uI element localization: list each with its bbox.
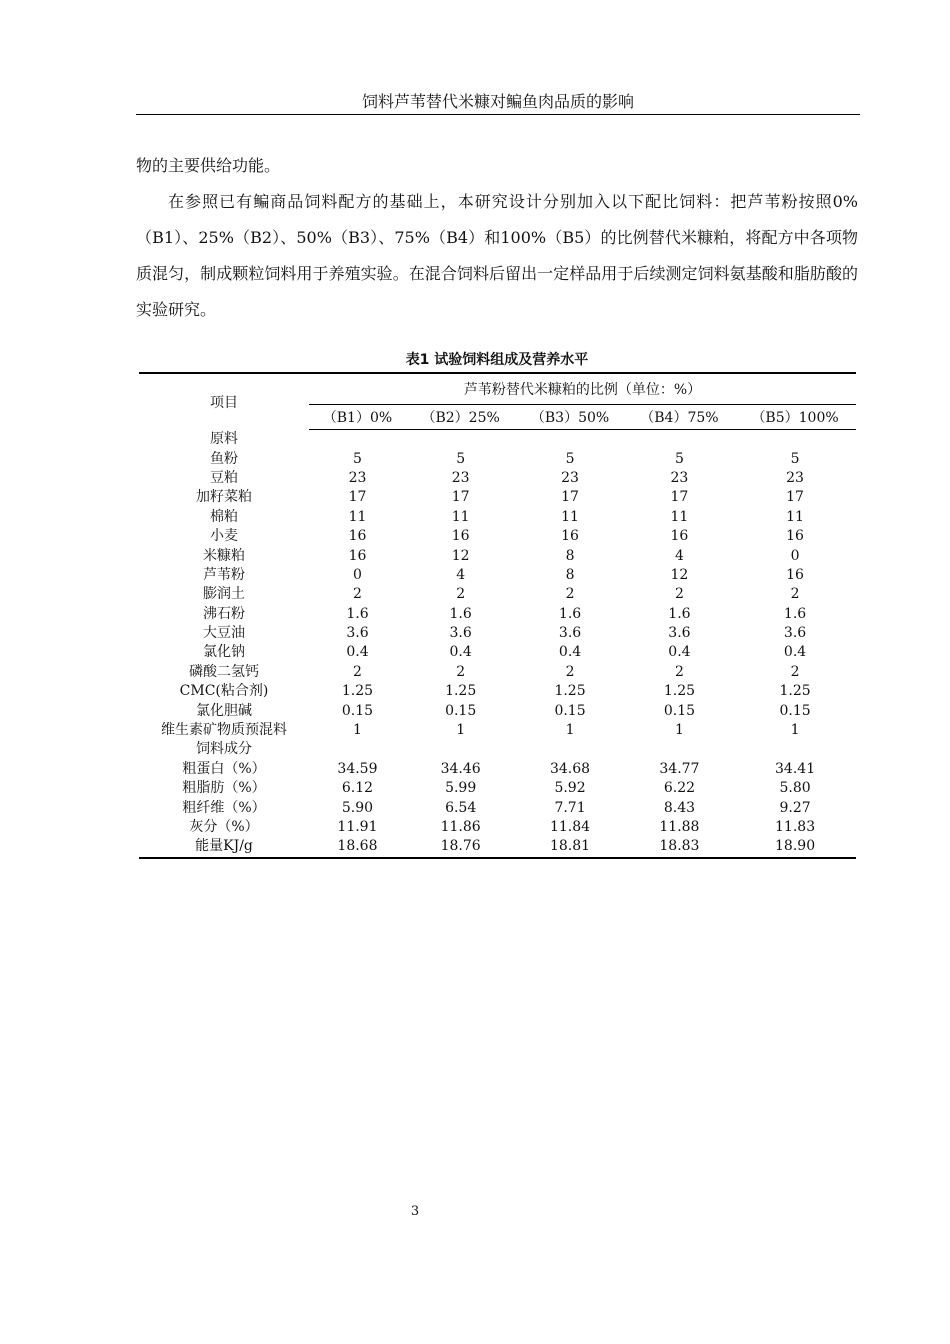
table-cell: 5 (674, 450, 684, 467)
table-cell: 17 (348, 489, 367, 506)
row-label: 氯化钠 (203, 644, 245, 661)
table-cell: 5.90 (341, 799, 374, 816)
table-cell: 11 (451, 508, 470, 525)
row-label: 氯化胆碱 (196, 702, 252, 719)
table-cell: 23 (786, 469, 804, 486)
column-header-3: （B3）50% (515, 405, 624, 430)
table-cell: 4 (674, 547, 684, 564)
table-row (139, 663, 856, 682)
table-cell (734, 430, 856, 450)
table-cell: 8.43 (663, 799, 696, 816)
row-label: 灰分（%） (189, 819, 259, 835)
table-cell: 16 (670, 528, 689, 545)
table-cell: 1.6 (558, 605, 582, 622)
table-cell: 11.91 (337, 819, 378, 835)
row-label: 膨润土 (203, 586, 245, 603)
table-cell: 16 (451, 528, 470, 545)
column-header-5: （B5）100% (734, 405, 856, 430)
table-cell: 5.92 (554, 780, 586, 797)
table-row (139, 488, 856, 507)
table-cell: 4 (456, 566, 466, 583)
table-row (139, 449, 856, 468)
table-cell: 16 (348, 528, 367, 545)
table-cell: 2 (674, 586, 684, 603)
row-label: 小麦 (210, 528, 238, 545)
row-label: 沸石粉 (203, 605, 245, 622)
row-label: 原料 (210, 430, 238, 447)
table-row (139, 798, 856, 817)
table-cell: 17 (786, 489, 804, 506)
table-cell: 18.76 (406, 837, 515, 857)
table-cell: 1.6 (346, 605, 369, 622)
table-cell: 5.99 (445, 780, 477, 797)
table-row (139, 430, 856, 450)
table-cell: 0.4 (668, 644, 691, 661)
feed-composition-table-wrap (139, 372, 856, 859)
table-cell: 16 (786, 528, 804, 545)
table-cell (734, 740, 856, 759)
table-row (139, 508, 856, 527)
table-cell: 1 (790, 722, 800, 739)
table-cell: 11 (561, 508, 579, 525)
table-cell: 18.83 (625, 837, 734, 857)
feed-composition-table (139, 372, 856, 859)
table-cell: 3.6 (668, 625, 691, 642)
page-number: 3 (410, 1204, 420, 1219)
table-cell: 23 (670, 469, 689, 486)
table-cell: 34.77 (659, 760, 700, 777)
row-label: 大豆油 (203, 625, 245, 642)
table-cell: 11.84 (549, 819, 591, 835)
table-cell: 0.4 (449, 644, 472, 661)
table-cell: 1.25 (445, 683, 477, 700)
table-cell: 0.4 (783, 644, 807, 661)
table-cell: 5 (456, 450, 466, 467)
table-cell: 1.6 (668, 605, 691, 622)
table-row (139, 605, 856, 624)
table-cell: 11.86 (440, 819, 481, 835)
table-cell: 1.6 (783, 605, 807, 622)
table-row (139, 701, 856, 720)
table-cell: 1.25 (779, 683, 811, 700)
table-cell: 1.25 (341, 683, 374, 700)
table-cell: 2 (565, 586, 575, 603)
paragraph-2: 在参照已有鳊商品饲料配方的基础上，本研究设计分别加入以下配比饲料：把芦苇粉按照0%（B1）、25%（B2）、50%（B3）、75%（B4）和100%（B5）的比例替代米糠粕，将配方中各项物质混匀，制成颗粒饲料用于养殖实验。在混合饲料后留出一定样品用于后续测定饲料氨基酸和脂肪酸的实验研究。 (136, 192, 858, 319)
table-cell (406, 740, 515, 759)
table-cell: 0.15 (445, 702, 477, 719)
row-label: 米糠粕 (203, 547, 245, 564)
row-label: 粗蛋白（%） (182, 760, 266, 777)
table-cell: 12 (670, 566, 689, 583)
table-cell: 2 (790, 663, 800, 680)
table-cell: 16 (561, 528, 579, 545)
table-cell: 2 (790, 586, 800, 603)
table-cell: 23 (348, 469, 367, 486)
table-cell: 18.68 (309, 837, 406, 857)
table-cell (515, 740, 624, 759)
table-cell: 2 (456, 663, 466, 680)
table-cell: 1.25 (663, 683, 696, 700)
row-label: 能量KJ/g (139, 837, 309, 857)
table-cell (406, 430, 515, 450)
table-cell: 0.15 (341, 702, 374, 719)
row-label: 棉粕 (210, 508, 238, 525)
table-cell: 0.15 (779, 702, 811, 719)
row-label: 粗纤维（%） (182, 799, 266, 816)
table-row (139, 469, 856, 488)
table-cell: 11 (786, 508, 804, 525)
table-cell: 23 (561, 469, 579, 486)
column-header-1: （B1）0% (309, 405, 406, 430)
table-cell: 5 (565, 450, 575, 467)
row-label: 维生素矿物质预混料 (161, 722, 287, 739)
table-caption: 表1 试验饲料组成及营养水平 (405, 352, 589, 368)
table-cell: 6.12 (341, 780, 374, 797)
table-cell: 0 (353, 566, 362, 583)
table-cell: 11.88 (659, 819, 700, 835)
table-row (139, 682, 856, 701)
table-cell (309, 430, 406, 450)
table-cell: 1 (674, 722, 684, 739)
row-label: 饲料成分 (196, 741, 252, 758)
table-cell: 3.6 (558, 625, 582, 642)
table-cell: 2 (353, 586, 362, 603)
table-cell: 1.6 (449, 605, 472, 622)
row-label: 加籽菜粕 (196, 489, 252, 506)
table-cell: 17 (670, 489, 689, 506)
table-cell: 34.68 (549, 760, 591, 777)
table-cell: 11.83 (775, 819, 816, 835)
table-cell: 2 (565, 663, 575, 680)
table-row (139, 643, 856, 662)
table-cell: 5 (353, 450, 362, 467)
table-cell: 2 (353, 663, 362, 680)
table-cell: 17 (451, 489, 470, 506)
table-row (139, 837, 856, 857)
table-cell: 2 (456, 586, 466, 603)
row-label: 粗脂肪（%） (182, 780, 266, 797)
table-cell: 23 (451, 469, 470, 486)
table-cell: 5 (790, 450, 800, 467)
table-cell: 3.6 (346, 625, 369, 642)
table-cell: 34.59 (337, 760, 378, 777)
table-row (139, 546, 856, 565)
table-cell: 5.80 (779, 780, 811, 797)
table-cell: 8 (565, 547, 575, 564)
table-cell: 11 (348, 508, 367, 525)
table-cell: 0.4 (346, 644, 369, 661)
column-header-4: （B4）75% (625, 405, 734, 430)
table-row (139, 585, 856, 604)
table-cell: 9.27 (779, 799, 811, 816)
table-cell: 18.81 (515, 837, 624, 857)
table-cell (625, 430, 734, 450)
table-cell: 12 (451, 547, 470, 564)
row-label: CMC(粘合剂) (179, 683, 269, 700)
table-row (139, 624, 856, 643)
table-cell: 0.15 (663, 702, 696, 719)
table-cell: 34.41 (775, 760, 816, 777)
running-header: 饲料芦苇替代米糠对鳊鱼肉品质的影响 (136, 92, 860, 115)
table-cell: 16 (786, 566, 804, 583)
row-label: 鱼粉 (210, 450, 238, 467)
table-cell: 7.71 (554, 799, 586, 816)
column-header-2: （B2）25% (406, 405, 515, 430)
table-row (139, 527, 856, 546)
table-cell: 1 (565, 722, 575, 739)
paragraph-1: 物的主要供给功能。 (136, 156, 281, 175)
table-row (139, 818, 856, 837)
table-cell: 0.4 (558, 644, 582, 661)
table-cell: 1 (456, 722, 466, 739)
table-row (139, 566, 856, 585)
item-column-header: 项目 (139, 373, 309, 430)
table-cell: 3.6 (449, 625, 472, 642)
ratio-group-header: 芦苇粉替代米糠粕的比例（单位：%） (309, 373, 856, 405)
row-label: 磷酸二氢钙 (189, 663, 259, 680)
table-row (139, 779, 856, 798)
table-cell: 18.90 (734, 837, 856, 857)
table-cell (309, 740, 406, 759)
table-cell: 6.22 (663, 780, 696, 797)
table-row (139, 721, 856, 740)
table-cell: 11 (670, 508, 689, 525)
table-cell: 1.25 (554, 683, 586, 700)
table-cell (515, 430, 624, 450)
table-cell: 1 (353, 722, 362, 739)
table-cell: 0.15 (554, 702, 586, 719)
table-cell: 2 (674, 663, 684, 680)
table-cell: 16 (348, 547, 367, 564)
table-row (139, 760, 856, 779)
table-cell (625, 740, 734, 759)
row-label: 芦苇粉 (203, 566, 245, 583)
table-row (139, 740, 856, 759)
row-label: 豆粕 (210, 469, 238, 486)
table-cell: 0 (790, 547, 800, 564)
table-cell: 34.46 (440, 760, 481, 777)
table-cell: 3.6 (783, 625, 807, 642)
table-cell: 8 (565, 566, 575, 583)
body-text (136, 148, 858, 328)
table-cell: 17 (561, 489, 579, 506)
table-cell: 6.54 (445, 799, 477, 816)
